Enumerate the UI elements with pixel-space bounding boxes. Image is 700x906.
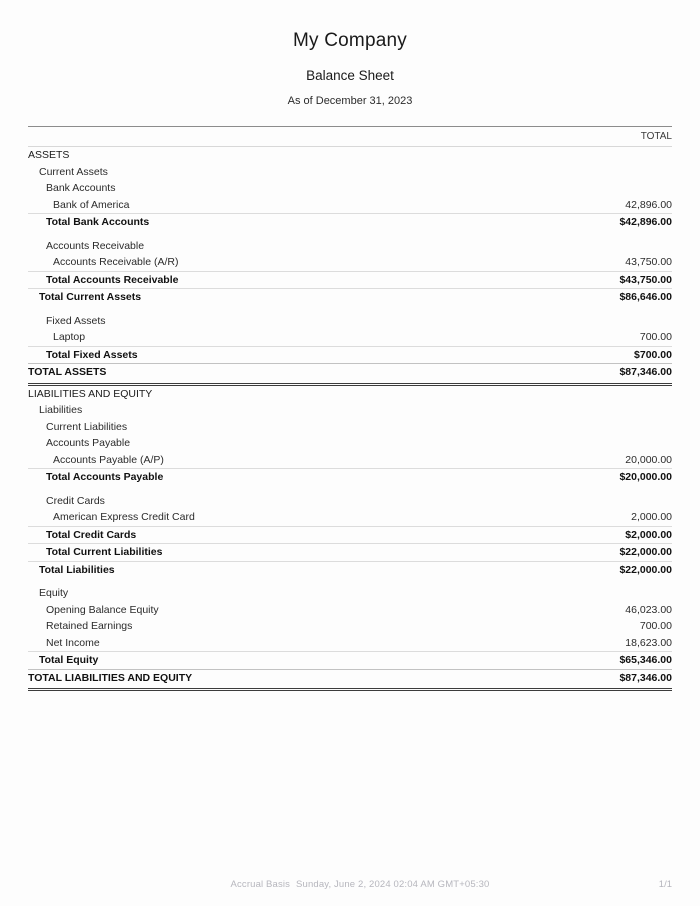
table-row	[28, 561, 672, 578]
spacer-cell	[522, 578, 672, 585]
spacer-row	[28, 306, 672, 313]
table-row	[28, 469, 672, 486]
total-column-header: TOTAL	[522, 127, 672, 147]
account-label: Accounts Payable	[46, 437, 131, 449]
table-row	[28, 635, 672, 652]
account-label: Accounts Payable (A/P)	[53, 453, 164, 466]
table-row	[28, 419, 672, 436]
account-amount	[522, 384, 672, 402]
table-row	[28, 435, 672, 452]
account-label: Total Fixed Assets	[28, 346, 522, 364]
account-amount: $65,346.00	[522, 652, 672, 670]
account-amount: $2,000.00	[522, 526, 672, 544]
account-amount: 42,896.00	[625, 198, 672, 211]
spacer-cell	[522, 231, 672, 238]
account-amount: 43,750.00	[625, 256, 672, 268]
table-row	[28, 384, 672, 402]
account-amount	[522, 493, 672, 510]
account-amount: $87,346.00	[522, 364, 672, 385]
table-row	[28, 214, 672, 231]
table-header-row	[28, 127, 672, 147]
account-label: LIABILITIES AND EQUITY	[28, 387, 153, 400]
company-name: My Company	[293, 30, 407, 51]
report-header	[0, 0, 700, 107]
report-footer	[28, 879, 672, 890]
table-row	[28, 364, 672, 385]
account-amount	[522, 419, 672, 436]
account-amount	[522, 180, 672, 197]
table-row	[28, 180, 672, 197]
account-amount	[522, 238, 672, 255]
account-label: Accounts Receivable (A/R)	[53, 256, 179, 268]
account-label: Net Income	[46, 636, 100, 649]
account-label: Current Assets	[39, 165, 108, 178]
balance-sheet-table-wrapper	[28, 126, 672, 691]
table-row	[28, 669, 672, 690]
report-title: Balance Sheet	[306, 68, 394, 83]
table-row	[28, 289, 672, 306]
account-label: Accounts Receivable	[46, 239, 145, 252]
account-label: Total Current Assets	[28, 289, 522, 306]
spacer-cell	[28, 231, 522, 238]
account-amount: 2,000.00	[631, 511, 672, 523]
account-amount: $700.00	[522, 346, 672, 364]
spacer-cell	[28, 578, 522, 585]
account-label: Total Bank Accounts	[28, 214, 522, 231]
account-amount: 18,623.00	[625, 636, 672, 649]
spacer-cell	[522, 306, 672, 313]
account-label: ASSETS	[28, 149, 70, 161]
account-amount	[522, 147, 672, 164]
account-label: Current Liabilities	[46, 420, 128, 433]
account-label: Total Current Liabilities	[28, 544, 522, 562]
account-column-header	[28, 127, 522, 147]
account-amount: 700.00	[639, 331, 672, 343]
table-row	[28, 254, 672, 271]
spacer-row	[28, 231, 672, 238]
account-amount: 700.00	[639, 620, 672, 632]
account-amount: $43,750.00	[522, 271, 672, 289]
account-label: Total Credit Cards	[28, 526, 522, 544]
account-label: Bank Accounts	[46, 182, 116, 194]
report-timestamp: Sunday, June 2, 2024 02:04 AM GMT+05:30	[296, 879, 490, 890]
account-label: Total Equity	[28, 652, 522, 670]
account-label: Liabilities	[39, 404, 83, 416]
accounting-basis: Accrual Basis	[230, 879, 291, 890]
table-row	[28, 346, 672, 364]
account-label: Equity	[39, 587, 69, 599]
spacer-cell	[522, 486, 672, 493]
balance-sheet-body	[28, 147, 672, 690]
account-amount	[522, 402, 672, 419]
account-amount: $86,646.00	[522, 289, 672, 306]
account-amount: 46,023.00	[625, 603, 672, 616]
account-label: Total Liabilities	[28, 561, 522, 578]
table-row	[28, 164, 672, 181]
account-amount: $42,896.00	[522, 214, 672, 231]
account-label: Total Accounts Receivable	[28, 271, 522, 289]
table-row	[28, 544, 672, 562]
account-label: Total Accounts Payable	[28, 469, 522, 486]
spacer-row	[28, 578, 672, 585]
account-amount: 20,000.00	[625, 453, 672, 466]
table-row	[28, 585, 672, 602]
table-row	[28, 509, 672, 526]
account-label: American Express Credit Card	[53, 511, 195, 523]
account-amount: $22,000.00	[522, 544, 672, 562]
table-row	[28, 493, 672, 510]
table-row	[28, 329, 672, 346]
account-label: Bank of America	[53, 198, 130, 211]
table-row	[28, 526, 672, 544]
table-row	[28, 147, 672, 164]
account-amount	[522, 313, 672, 330]
table-row	[28, 618, 672, 635]
footer-info	[28, 879, 632, 890]
report-period: As of December 31, 2023	[287, 95, 413, 107]
account-label: Laptop	[53, 331, 86, 343]
page-number: 1/1	[658, 879, 672, 890]
table-row	[28, 197, 672, 214]
account-amount: $20,000.00	[522, 469, 672, 486]
table-row	[28, 402, 672, 419]
balance-sheet-table	[28, 126, 672, 691]
account-amount	[522, 164, 672, 181]
table-row	[28, 602, 672, 619]
table-row	[28, 652, 672, 670]
spacer-cell	[28, 306, 522, 313]
account-amount	[522, 435, 672, 452]
account-label: TOTAL ASSETS	[28, 364, 522, 385]
table-row	[28, 271, 672, 289]
account-label: TOTAL LIABILITIES AND EQUITY	[28, 669, 522, 690]
table-row	[28, 238, 672, 255]
account-amount	[522, 585, 672, 602]
account-label: Fixed Assets	[46, 314, 106, 327]
account-label: Retained Earnings	[46, 620, 133, 632]
account-label: Credit Cards	[46, 494, 105, 507]
spacer-row	[28, 486, 672, 493]
table-row	[28, 452, 672, 469]
account-amount: $22,000.00	[522, 561, 672, 578]
account-label: Opening Balance Equity	[46, 603, 159, 616]
account-amount: $87,346.00	[522, 669, 672, 690]
spacer-cell	[28, 486, 522, 493]
table-row	[28, 313, 672, 330]
